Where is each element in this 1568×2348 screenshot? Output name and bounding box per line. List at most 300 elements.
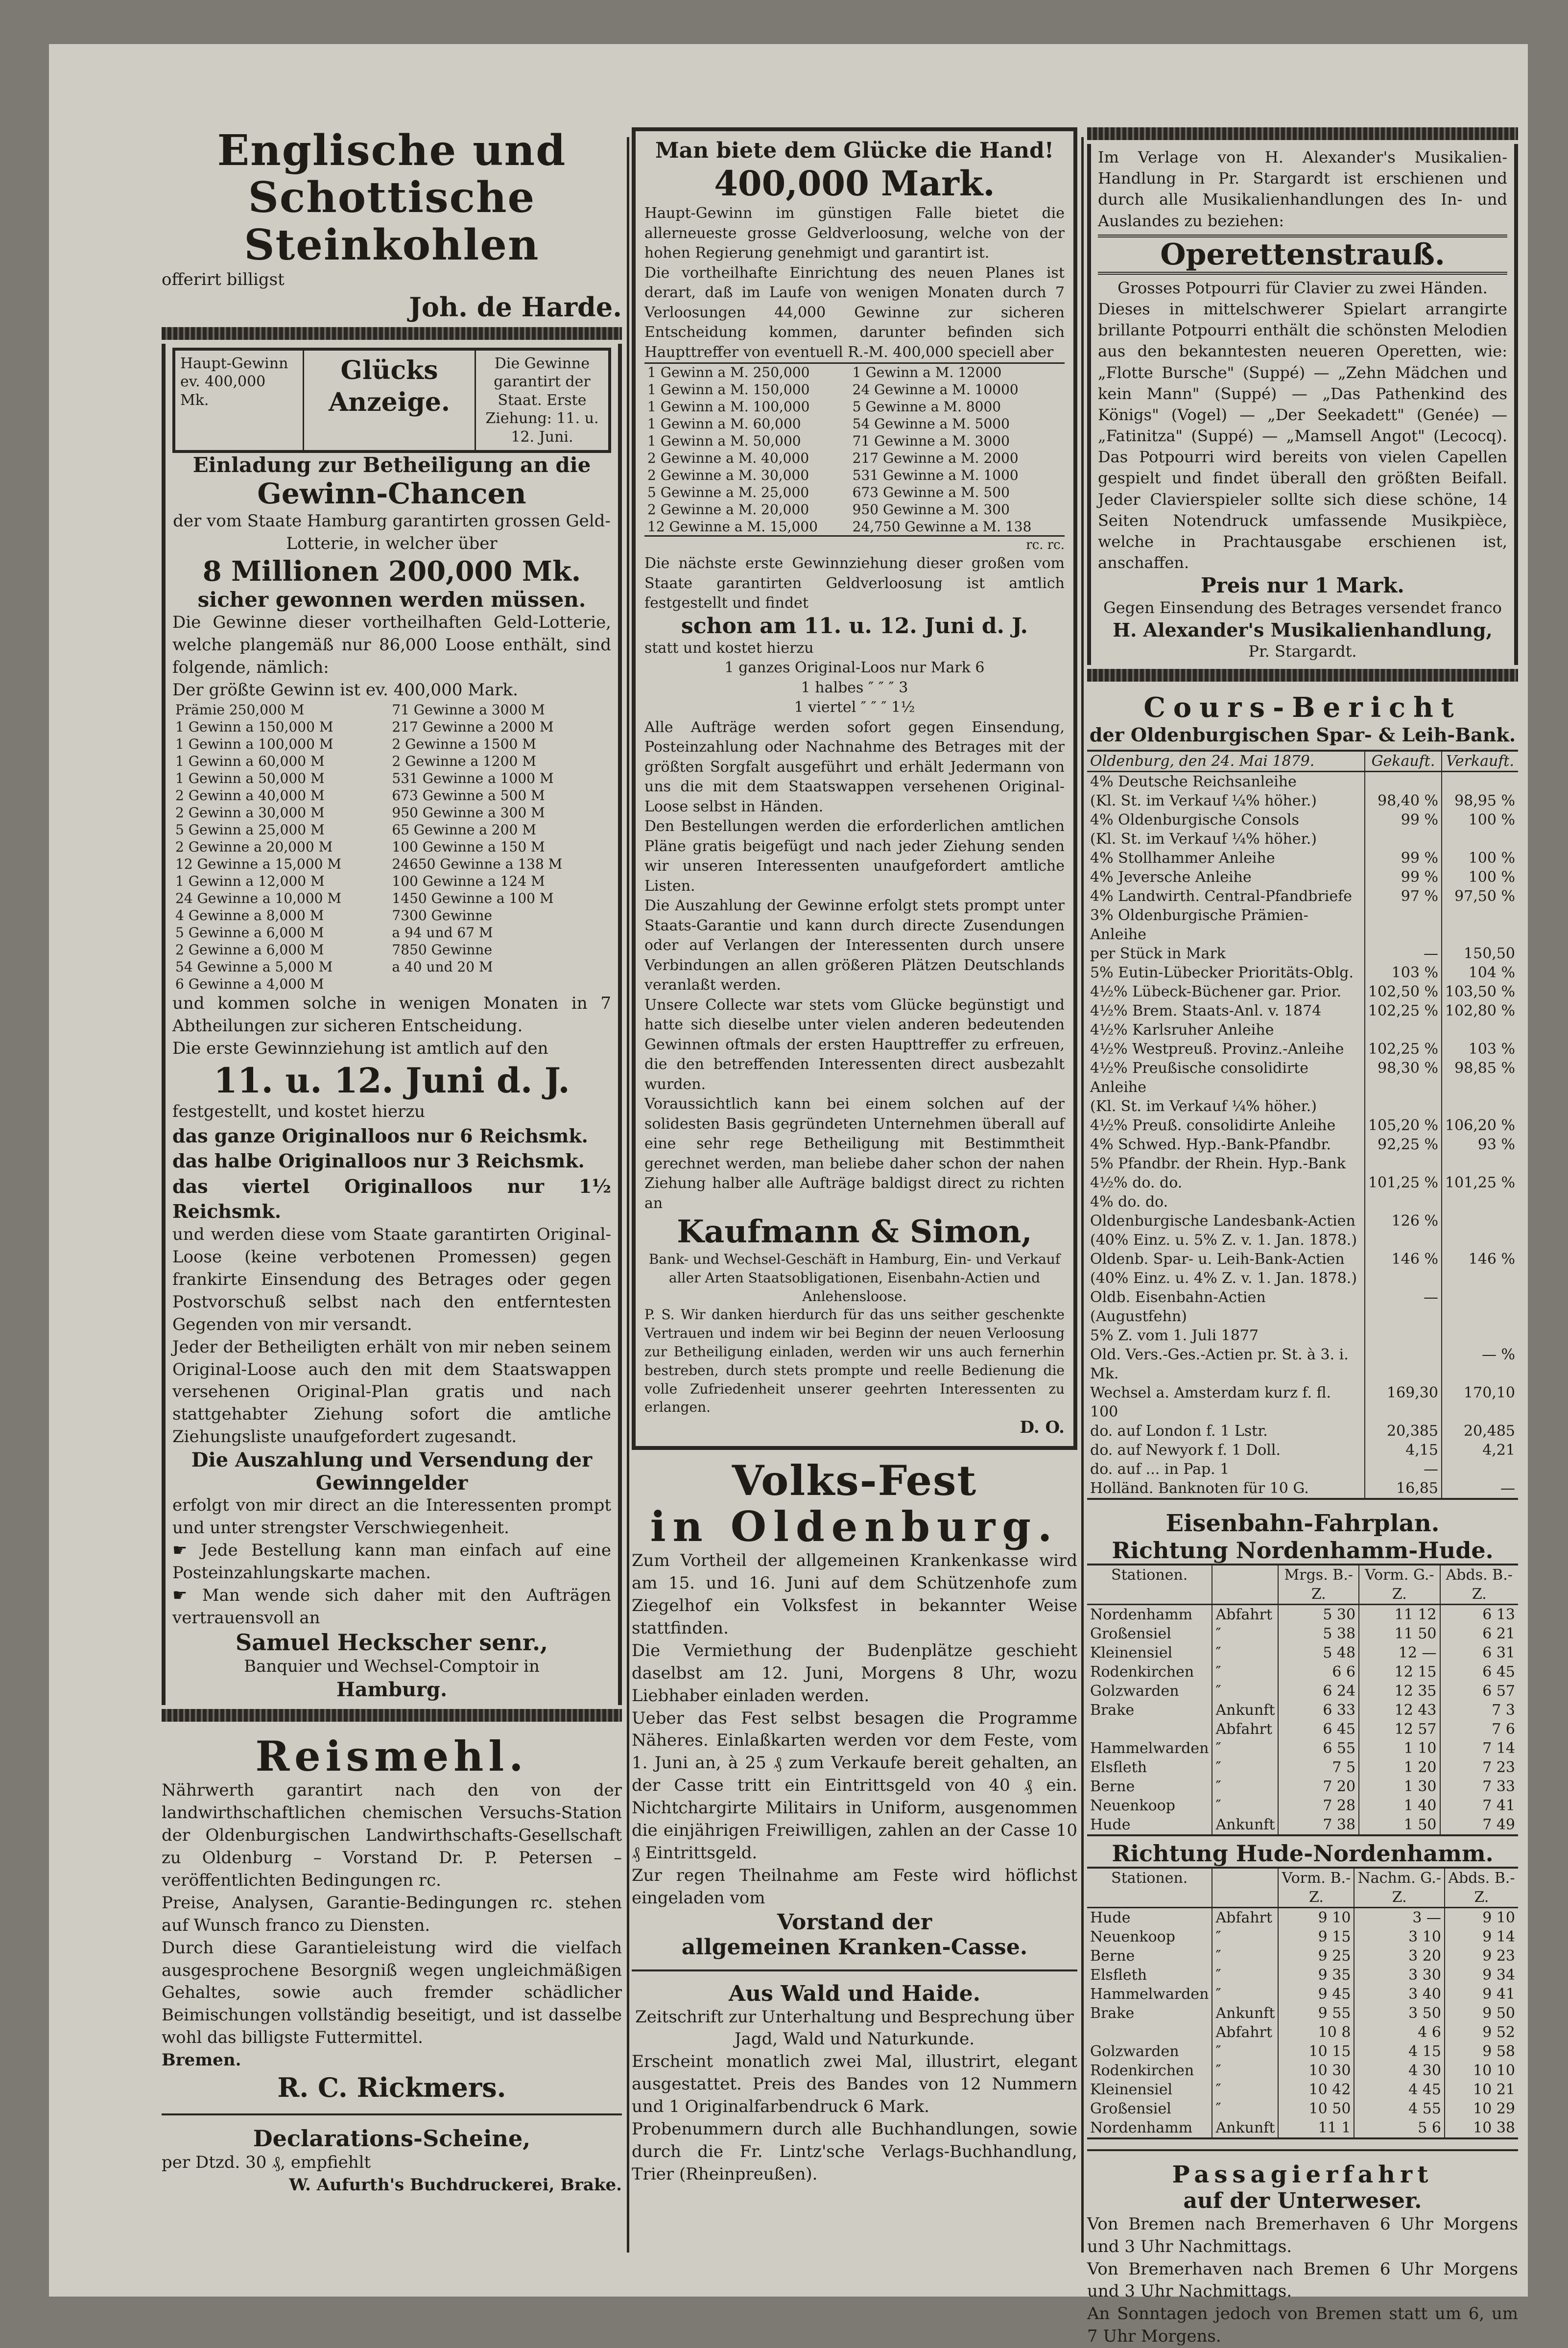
reismehl-title: Reismehl. xyxy=(255,1732,528,1781)
table-cell: 4% Jeversche Anleihe xyxy=(1090,868,1252,886)
table-cell: 9 58 xyxy=(1445,2042,1518,2061)
table-cell: Stationen. xyxy=(1087,1868,1212,1908)
table-row xyxy=(644,363,1065,381)
table-cell: 1 50 xyxy=(1359,1815,1440,1835)
table-cell: Elsfleth xyxy=(1090,1966,1147,1984)
table-cell: 126 % xyxy=(1365,1211,1442,1231)
table-cell xyxy=(1442,1192,1518,1211)
table-cell: 2 Gewinn a 30,000 M xyxy=(175,805,325,821)
table-cell: Nordenhamm xyxy=(1090,1606,1193,1623)
table-cell: 9 55 xyxy=(1278,2004,1354,2023)
table-row xyxy=(172,941,611,958)
table-cell: 6 55 xyxy=(1278,1739,1359,1758)
table-row xyxy=(1087,887,1518,906)
table-cell: 106,20 % xyxy=(1442,1116,1518,1135)
table-cell: 1450 Gewinne a 100 M xyxy=(392,890,554,907)
table-cell: 531 Gewinne a M. 1000 xyxy=(852,467,1019,483)
table-cell: ″ xyxy=(1212,1985,1278,2004)
table-cell: 7 41 xyxy=(1440,1796,1518,1815)
volksfest-text4: Zur regen Theilnahme am Feste wird höflichst eingeladen vom xyxy=(632,1865,1077,1908)
table-cell: 7 20 xyxy=(1278,1777,1359,1796)
kurs-bericht xyxy=(1087,691,1518,1500)
column-rule xyxy=(1081,137,1084,2253)
table-row xyxy=(1087,906,1518,944)
table-cell: 65 Gewinne a 200 M xyxy=(392,822,536,838)
table-row xyxy=(1087,1040,1518,1059)
table-row xyxy=(1087,1946,1518,1966)
fahrplan-title: Eisenbahn-Fahrplan. xyxy=(1165,1509,1440,1537)
passagier-text3: An Sonntagen jedoch von Bremen statt um 6, um 7 Uhr Morgens. xyxy=(1087,2304,1518,2347)
table-cell: Stationen. xyxy=(1087,1565,1212,1605)
table-row xyxy=(1087,1907,1518,1927)
ad-wald-haide xyxy=(632,1981,1077,2186)
table-cell: — xyxy=(1365,944,1442,963)
table-row xyxy=(1087,963,1518,982)
table-cell: 7 28 xyxy=(1278,1796,1359,1815)
kurs-col-header: Gekauft. xyxy=(1365,751,1442,772)
table-cell: 5 Gewinne a M. 25,000 xyxy=(647,484,809,500)
table-row xyxy=(1087,1326,1518,1345)
table-cell: ″ xyxy=(1212,1777,1278,1796)
lottery-prize-table xyxy=(172,701,611,993)
table-cell: ″ xyxy=(1212,2099,1278,2118)
table-row xyxy=(1087,1624,1518,1643)
lottery-head-mid: Glücks Anzeige. xyxy=(303,351,476,451)
table-cell: Neuenkoop xyxy=(1090,1797,1175,1814)
table-row xyxy=(1087,1460,1518,1479)
table-row xyxy=(1087,2118,1518,2138)
table-row xyxy=(1087,1173,1518,1192)
reismehl-firm: R. C. Rickmers. xyxy=(277,2072,506,2104)
table-cell: 103 % xyxy=(1365,963,1442,982)
table-cell xyxy=(1365,1269,1442,1288)
table-cell: 10 50 xyxy=(1278,2099,1354,2118)
table-row xyxy=(1087,1701,1518,1720)
table-cell: 1 30 xyxy=(1359,1777,1440,1796)
table-cell: ″ xyxy=(1212,2061,1278,2080)
table-row xyxy=(172,804,611,821)
table-cell: 20,385 xyxy=(1365,1422,1442,1441)
table-cell: 4 30 xyxy=(1354,2061,1444,2080)
table-cell: 102,25 % xyxy=(1365,1040,1442,1059)
volksfest-title1: Volks-Fest xyxy=(732,1456,977,1505)
table-cell: 5 Gewinne a 6,000 M xyxy=(175,925,324,941)
table-cell xyxy=(1365,771,1442,791)
table-cell: (Kl. St. im Verkauf ¼% höher.) xyxy=(1090,792,1317,809)
table-cell: ″ xyxy=(1212,1796,1278,1815)
table-cell: Kleinensiel xyxy=(1090,1644,1173,1661)
table-cell: Rodenkirchen xyxy=(1090,1663,1194,1681)
table-cell: 92,25 % xyxy=(1365,1135,1442,1154)
table-cell: 1 Gewinn a 12,000 M xyxy=(175,873,325,890)
table-cell: 100 % xyxy=(1442,849,1518,868)
table-cell xyxy=(1365,1345,1442,1383)
table-cell: ″ xyxy=(1212,1966,1278,1985)
table-cell: Oldenburgische Landesbank-Actien xyxy=(1090,1212,1355,1230)
table-cell xyxy=(1365,906,1442,944)
table-cell: Berne xyxy=(1090,1947,1135,1965)
lotto-text4: statt und kostet hierzu xyxy=(644,639,814,657)
table-cell: 103,50 % xyxy=(1442,982,1518,1001)
table-cell: 2 Gewinne a 6,000 M xyxy=(175,942,324,958)
table-cell: Vorm. B.-Z. xyxy=(1278,1868,1354,1908)
ad-volksfest xyxy=(632,1458,1077,1959)
table-cell xyxy=(1212,1868,1278,1908)
table-cell: (40% Einz. u. 4% Z. v. 1. Jan. 1878.) xyxy=(1090,1269,1357,1287)
table-row xyxy=(172,907,611,924)
table-cell: Ankunft xyxy=(1212,2118,1278,2138)
table-row xyxy=(1087,1441,1518,1460)
table-row xyxy=(1087,1383,1518,1422)
table-cell: Vorm. G.-Z. xyxy=(1359,1565,1440,1605)
table-row xyxy=(1087,1345,1518,1383)
table-cell xyxy=(1087,2023,1212,2042)
table-cell: 93 % xyxy=(1442,1135,1518,1154)
table-row xyxy=(1087,1682,1518,1701)
passagier-title1: Passagierfahrt xyxy=(1172,2160,1433,2188)
table-row xyxy=(1087,1116,1518,1135)
lotto-etc: rc. rc. xyxy=(1026,538,1065,552)
table-cell: 10 29 xyxy=(1445,2099,1518,2118)
table-cell: Ankunft xyxy=(1212,1815,1278,1835)
pointing-hand-icon: ☛ xyxy=(172,1540,201,1560)
table-cell: (Kl. St. im Verkauf ¼% höher.) xyxy=(1090,830,1317,848)
table-cell: 1 Gewinn a M. 60,000 xyxy=(647,416,801,432)
kurs-table xyxy=(1087,750,1518,1500)
table-cell: Brake xyxy=(1090,2004,1135,2022)
lotto-ps: P. S. Wir danken hierdurch für das uns seither geschenkte Vertrauen und indem wir bei Beginn der neuen Verloosung zur Betheiligung einladen, werden wir uns auch fernerhin bestreben, durch stets prompte und reelle Bedienung die volle Zufriedenheit unserer geehrten Interessenten zu erlangen. xyxy=(644,1306,1065,1416)
ad-declarations xyxy=(162,2125,622,2197)
lotto-text1: Haupt-Gewinn im günstigen Falle bietet die allerneueste grosse Geldverloosung, welche von der hohen Regierung genehmigt und garantirt ist. xyxy=(644,205,1065,261)
table-row xyxy=(1087,1097,1518,1116)
table-cell xyxy=(1442,830,1518,849)
lottery-text8: Die Auszahlung und Versendung der Gewinngelder xyxy=(191,1448,593,1495)
table-row xyxy=(1087,1966,1518,1985)
table-cell xyxy=(1442,1211,1518,1231)
table-row xyxy=(1087,1720,1518,1739)
lottery-line: das viertel Originalloos nur 1½ Reichsmk. xyxy=(172,1175,611,1222)
table-cell: a 94 und 67 M xyxy=(392,925,493,941)
lottery-text4: Die erste Gewinnziehung ist amtlich auf den xyxy=(172,1039,548,1059)
passagier-title2: auf der Unterweser. xyxy=(1183,2188,1422,2213)
table-cell xyxy=(1442,1326,1518,1345)
reismehl-text3: Durch diese Garantieleistung wird die vielfach ausgesprochene Besorgniß wegen ungleichmäßigen Gehaltes, sowie auch fremder schädlicher Beimischungen vollständig beseitigt, und ist dasselbe wohl das billigste Futtermittel. xyxy=(162,1938,622,2048)
lottery-line: das halbe Originalloos nur 3 Reichsmk. xyxy=(172,1150,585,1172)
passagier-text1: Von Bremen nach Bremerhaven 6 Uhr Morgens und 3 Uhr Nachmittags. xyxy=(1087,2214,1518,2256)
table-cell: Nachm. G.-Z. xyxy=(1354,1868,1444,1908)
table-cell: 12 43 xyxy=(1359,1701,1440,1720)
column-1 xyxy=(162,127,622,2267)
lottery-invite: Einladung zur Betheiligung an die xyxy=(192,453,591,477)
table-cell: 531 Gewinne a 1000 M xyxy=(392,770,554,787)
table-cell: 7300 Gewinne xyxy=(392,907,493,924)
table-cell: 5 6 xyxy=(1354,2118,1444,2138)
table-cell: 7 33 xyxy=(1440,1777,1518,1796)
lottery-text11: ☛ Man wende sich daher mit den Aufträgen vertrauensvoll an xyxy=(172,1585,611,1628)
table-cell: 24 Gewinne a M. 10000 xyxy=(852,381,1019,398)
table-row xyxy=(172,890,611,907)
table-row xyxy=(1087,1604,1518,1624)
table-row xyxy=(1087,1422,1518,1441)
table-cell xyxy=(1442,1269,1518,1288)
table-cell: Golzwarden xyxy=(1090,2042,1179,2060)
table-cell: 1 Gewinn a 100,000 M xyxy=(175,736,333,753)
table-cell: 12 57 xyxy=(1359,1720,1440,1739)
table-cell: Prämie 250,000 M xyxy=(175,702,305,718)
table-cell: 1 40 xyxy=(1359,1796,1440,1815)
table-cell: 11 50 xyxy=(1359,1624,1440,1643)
table-cell: 6 Gewinne a 4,000 M xyxy=(175,976,324,993)
ad-kohlen xyxy=(162,127,622,323)
table-row xyxy=(1087,1211,1518,1231)
table-row xyxy=(1087,830,1518,849)
table-cell xyxy=(1365,1326,1442,1345)
table-cell: 9 50 xyxy=(1445,2004,1518,2023)
table-cell: 9 23 xyxy=(1445,1946,1518,1966)
table-row xyxy=(1087,1815,1518,1835)
table-cell xyxy=(1442,1460,1518,1479)
table-cell xyxy=(1442,771,1518,791)
table-cell: Golzwarden xyxy=(1090,1682,1179,1700)
table-cell: ″ xyxy=(1212,1758,1278,1777)
verlag-sub: Grosses Potpourri für Clavier zu zwei Händen. xyxy=(1117,278,1488,297)
ad-verlag xyxy=(1087,144,1518,665)
kohlen-offer: offerirt billigst xyxy=(162,269,285,289)
table-cell: 98,30 % xyxy=(1365,1059,1442,1097)
table-cell xyxy=(1365,1154,1442,1173)
table-cell: 4½% Preußische consolidirte Anleihe xyxy=(1090,1059,1309,1096)
table-cell xyxy=(1442,906,1518,944)
table-cell: 4½% Lübeck-Büchener gar. Prior. xyxy=(1090,983,1342,1000)
table-cell: ″ xyxy=(1212,1643,1278,1662)
table-cell: Oldenb. Spar- u. Leih-Bank-Actien xyxy=(1090,1250,1345,1268)
table-cell: 5 48 xyxy=(1278,1643,1359,1662)
table-cell: Abds. B.-Z. xyxy=(1440,1565,1518,1605)
pointing-hand-icon: ☛ xyxy=(172,1585,202,1605)
table-cell: 1 Gewinn a 60,000 M xyxy=(175,753,325,770)
wald-title: Aus Wald und Haide. xyxy=(728,1981,981,2006)
table-cell: do. auf ... in Pap. 1 xyxy=(1090,1460,1230,1478)
table-cell: 146 % xyxy=(1442,1250,1518,1269)
table-cell: 4% do. do. xyxy=(1090,1193,1168,1210)
lottery-header xyxy=(172,348,611,453)
table-row xyxy=(644,432,1065,450)
table-cell: 1 Gewinn a M. 250,000 xyxy=(647,364,810,380)
lottery-text3: und kommen solche in wenigen Monaten in 7 Abtheilungen zur sicheren Entscheidung. xyxy=(172,994,611,1036)
lotto-text2: Die vortheilhafte Einrichtung des neuen Planes ist derart, daß im Laufe von wenigen Monaten durch 7 Verloosungen 44,000 Gewinne zur sicheren Entscheidung kommen, darunter befinden sich Haupttreffer von eventuell R.-M. 400,000 speciell aber xyxy=(644,264,1065,361)
table-cell: 7 3 xyxy=(1440,1701,1518,1720)
table-cell: 10 10 xyxy=(1445,2061,1518,2080)
table-row xyxy=(1087,1662,1518,1682)
table-cell: 98,95 % xyxy=(1442,791,1518,810)
table-cell: — xyxy=(1442,1479,1518,1499)
table-cell: 7 49 xyxy=(1440,1815,1518,1835)
table-row xyxy=(172,958,611,975)
table-cell: Hammelwarden xyxy=(1090,1739,1209,1757)
fahrplan-dir1: Richtung Nordenhamm-Hude. xyxy=(1112,1537,1494,1564)
table-cell: 10 42 xyxy=(1278,2080,1354,2099)
lotto-amount: 400,000 Mark. xyxy=(714,163,995,204)
table-cell: Nordenhamm xyxy=(1090,2119,1193,2136)
table-cell: 103 % xyxy=(1442,1040,1518,1059)
lotto-text7: Die Auszahlung der Gewinne erfolgt stets prompt unter Staats-Garantie und kann durch directe Zusendungen oder auf Verlangen der Interessenten durch unsere Verbindungen an allen größeren Plätzen Deutschlands veranlaßt werden. xyxy=(644,897,1065,994)
table-cell: 6 31 xyxy=(1440,1643,1518,1662)
table-cell: 169,30 xyxy=(1365,1383,1442,1422)
table-cell xyxy=(389,975,611,993)
lottery-text6: und werden diese vom Staate garantirten Original-Loose (keine verbotenen Promessen) gegen frankirte Einsendung des Betrages oder gegen Postvorschuß selbst nach den entferntesten Gegenden von mir versandt. xyxy=(172,1225,611,1334)
table-cell: 101,25 % xyxy=(1442,1173,1518,1192)
border-bar xyxy=(1087,127,1518,140)
lottery-desc: der vom Staate Hamburg garantirten grossen Geld-Lotterie, in welcher über xyxy=(173,511,611,554)
declarations-title: Declarations-Scheine, xyxy=(253,2125,531,2152)
lottery-date: 11. u. 12. Juni d. J. xyxy=(214,1060,570,1101)
table-cell: 100 % xyxy=(1442,810,1518,830)
table-cell: 104 % xyxy=(1442,963,1518,982)
border-bar xyxy=(1087,669,1518,682)
table-cell: 4,21 xyxy=(1442,1441,1518,1460)
table-cell: 5 Gewinne a M. 8000 xyxy=(852,399,1001,415)
table-row xyxy=(1087,1643,1518,1662)
table-row xyxy=(172,838,611,855)
lotto-slogan: Man biete dem Glücke die Hand! xyxy=(655,138,1054,163)
table-cell: 6 13 xyxy=(1440,1604,1518,1624)
table-cell: Hammelwarden xyxy=(1090,1985,1209,2003)
table-cell: Oldb. Eisenbahn-Actien (Augustfehn) xyxy=(1090,1288,1266,1325)
table-cell: 20,485 xyxy=(1442,1422,1518,1441)
table-cell: 5% Pfandbr. der Rhein. Hyp.-Bank xyxy=(1090,1155,1346,1172)
lottery-line: das ganze Originalloos nur 6 Reichsmk. xyxy=(172,1125,588,1147)
table-row xyxy=(1087,849,1518,868)
table-cell: 6 6 xyxy=(1278,1662,1359,1682)
table-cell: 1 10 xyxy=(1359,1739,1440,1758)
table-cell: 24650 Gewinne a 138 M xyxy=(392,856,563,873)
table-row xyxy=(172,735,611,753)
table-cell: Wechsel a. Amsterdam kurz f. fl. 100 xyxy=(1090,1384,1331,1421)
passagier-text2: Von Bremerhaven nach Bremen 6 Uhr Morgens und 3 Uhr Nachmittags. xyxy=(1087,2259,1518,2301)
table-row xyxy=(1087,1927,1518,1946)
lottery-text2: Der größte Gewinn ist ev. 400,000 Mark. xyxy=(172,680,518,700)
table-cell: 7 6 xyxy=(1440,1720,1518,1739)
table-cell: Abds. B.-Z. xyxy=(1445,1868,1518,1908)
lotto-text3: Die nächste erste Gewinnziehung dieser großen vom Staate garantirten Geldverloosung ist amtlich festgestellt und findet xyxy=(644,555,1065,612)
lottery-city: Hamburg. xyxy=(336,1678,448,1702)
verlag-price: Preis nur 1 Mark. xyxy=(1201,573,1404,598)
border-bar xyxy=(162,327,622,340)
table-cell: 4% Landwirth. Central-Pfandbriefe xyxy=(1090,887,1353,905)
wald-text1: Erscheint monatlich zwei Mal, illustrirt, elegant ausgestattet. Preis des Bandes von 12 Nummern und 1 Originalfarbendruck 6 Mark. xyxy=(632,2052,1077,2117)
table-row xyxy=(1087,810,1518,830)
table-row xyxy=(1087,2004,1518,2023)
lotto-text8: Unsere Collecte war stets vom Glücke begünstigt und hatte sich dieselbe unter vielen anderen bedeutenden Gewinnen oftmals der ersten Haupttreffer zu erfreuen, die den betreffenden Interessenten direct ausbezahlt wurden. xyxy=(644,996,1065,1093)
table-cell: 9 35 xyxy=(1278,1966,1354,1985)
table-cell xyxy=(1365,1097,1442,1116)
table-cell: 71 Gewinne a 3000 M xyxy=(392,702,545,718)
table-cell: 3 30 xyxy=(1354,1966,1444,1985)
table-cell: 7850 Gewinne xyxy=(392,942,493,958)
table-cell: 97,50 % xyxy=(1442,887,1518,906)
table-cell: 4 55 xyxy=(1354,2099,1444,2118)
lottery-text10: ☛ Jede Bestellung kann man einfach auf eine Posteinzahlungskarte machen. xyxy=(172,1540,611,1583)
divider xyxy=(632,1969,1077,1971)
table-cell xyxy=(1442,1231,1518,1250)
table-cell: 4,15 xyxy=(1365,1441,1442,1460)
table-row xyxy=(1087,1479,1518,1499)
newspaper-page xyxy=(49,44,1528,2347)
table-cell: 7 38 xyxy=(1278,1815,1359,1835)
table-cell: 1 Gewinn a M. 50,000 xyxy=(647,433,801,449)
table-cell: Kleinensiel xyxy=(1090,2081,1173,2098)
table-cell: 4½% Westpreuß. Provinz.-Anleihe xyxy=(1090,1040,1344,1058)
table-cell: 2 Gewinne a 20,000 M xyxy=(175,839,333,855)
table-cell: 24,750 Gewinne a M. 138 xyxy=(852,519,1032,535)
table-cell: 4% Deutsche Reichsanleihe xyxy=(1090,773,1297,790)
table-cell: 99 % xyxy=(1365,810,1442,830)
declarations-firm: W. Aufurth's Buchdruckerei, Brake. xyxy=(289,2175,622,2195)
table-cell: 11 1 xyxy=(1278,2118,1354,2138)
table-cell: 4½% Brem. Staats-Anl. v. 1874 xyxy=(1090,1002,1322,1020)
table-cell: 5 38 xyxy=(1278,1624,1359,1643)
table-row xyxy=(1087,1796,1518,1815)
volksfest-text3: Ueber das Fest selbst besagen die Programme Näheres. Einlaßkarten werden vor dem Feste, vom 1. Juni an, à 25 ₰ zum Verkaufe bereit gehalten, an der Casse tritt ein Eintrittsgeld von 40 ₰ ein. Nichtchargirte Militairs in Uniform, ausgenommen die einjährigen Freiwilligen, zahlen an der Casse 10 ₰ Eintrittsgeld. xyxy=(632,1708,1077,1863)
table-cell: 4½% do. do. xyxy=(1090,1174,1183,1191)
table-cell: 9 45 xyxy=(1278,1985,1354,2004)
lotto-loos: 1 viertel ″ ″ ″ 1½ xyxy=(794,699,915,716)
table-cell: 3 — xyxy=(1354,1907,1444,1927)
table-cell: 673 Gewinne a M. 500 xyxy=(852,484,1010,500)
table-cell: 1 20 xyxy=(1359,1758,1440,1777)
table-cell: a 40 und 20 M xyxy=(392,959,493,975)
table-row xyxy=(644,518,1065,536)
table-cell: Ankunft xyxy=(1212,1701,1278,1720)
table-cell: 98,85 % xyxy=(1442,1059,1518,1097)
divider xyxy=(1087,2149,1518,2151)
table-cell: 5 30 xyxy=(1278,1604,1359,1624)
column-2 xyxy=(632,127,1077,2267)
table-cell: 1 Gewinn a 50,000 M xyxy=(175,770,325,787)
table-cell: 10 15 xyxy=(1278,2042,1354,2061)
table-cell: (40% Einz. u. 5% Z. v. 1. Jan. 1878.) xyxy=(1090,1231,1357,1249)
table-cell: Hude xyxy=(1090,1816,1131,1833)
table-cell: 2 Gewinne a M. 30,000 xyxy=(647,467,809,483)
table-row xyxy=(644,415,1065,432)
divider xyxy=(162,2113,622,2115)
table-row xyxy=(1087,2042,1518,2061)
table-cell: 9 10 xyxy=(1278,1907,1354,1927)
reismehl-place: Bremen. xyxy=(162,2050,241,2070)
table-cell: Ankunft xyxy=(1212,2004,1278,2023)
table-cell xyxy=(1365,1231,1442,1250)
lotto-date: schon am 11. u. 12. Juni d. J. xyxy=(681,613,1028,639)
table-cell: 5% Z. vom 1. Juli 1877 xyxy=(1090,1327,1259,1344)
table-cell: 99 % xyxy=(1365,849,1442,868)
table-cell: 2 Gewinne a 1500 M xyxy=(392,736,536,753)
lottery-text7: Jeder der Betheiligten erhält von mir neben seinem Original-Loose auch den mit dem Staatswappen versehenen Original-Plan gratis und nach stattgehabter Ziehung sofort die amtliche Ziehungsliste unaufgefordert zugesandt. xyxy=(172,1337,611,1447)
table-cell: ″ xyxy=(1212,1927,1278,1946)
table-row xyxy=(644,467,1065,484)
table-cell xyxy=(1365,1192,1442,1211)
table-cell: 217 Gewinne a 2000 M xyxy=(392,719,554,735)
lottery-text5: festgestellt, und kostet hierzu xyxy=(172,1102,426,1122)
table-cell: Mrgs. B.-Z. xyxy=(1278,1565,1359,1605)
ad-lottery-hamburg xyxy=(162,344,622,1706)
table-row xyxy=(1087,2080,1518,2099)
table-cell xyxy=(1442,1020,1518,1040)
table-cell: 4% Oldenburgische Consols xyxy=(1090,811,1299,829)
table-cell: 7 23 xyxy=(1440,1758,1518,1777)
table-cell: 1 Gewinn a 150,000 M xyxy=(175,719,333,735)
table-row xyxy=(644,450,1065,467)
table-cell: 6 45 xyxy=(1278,1720,1359,1739)
